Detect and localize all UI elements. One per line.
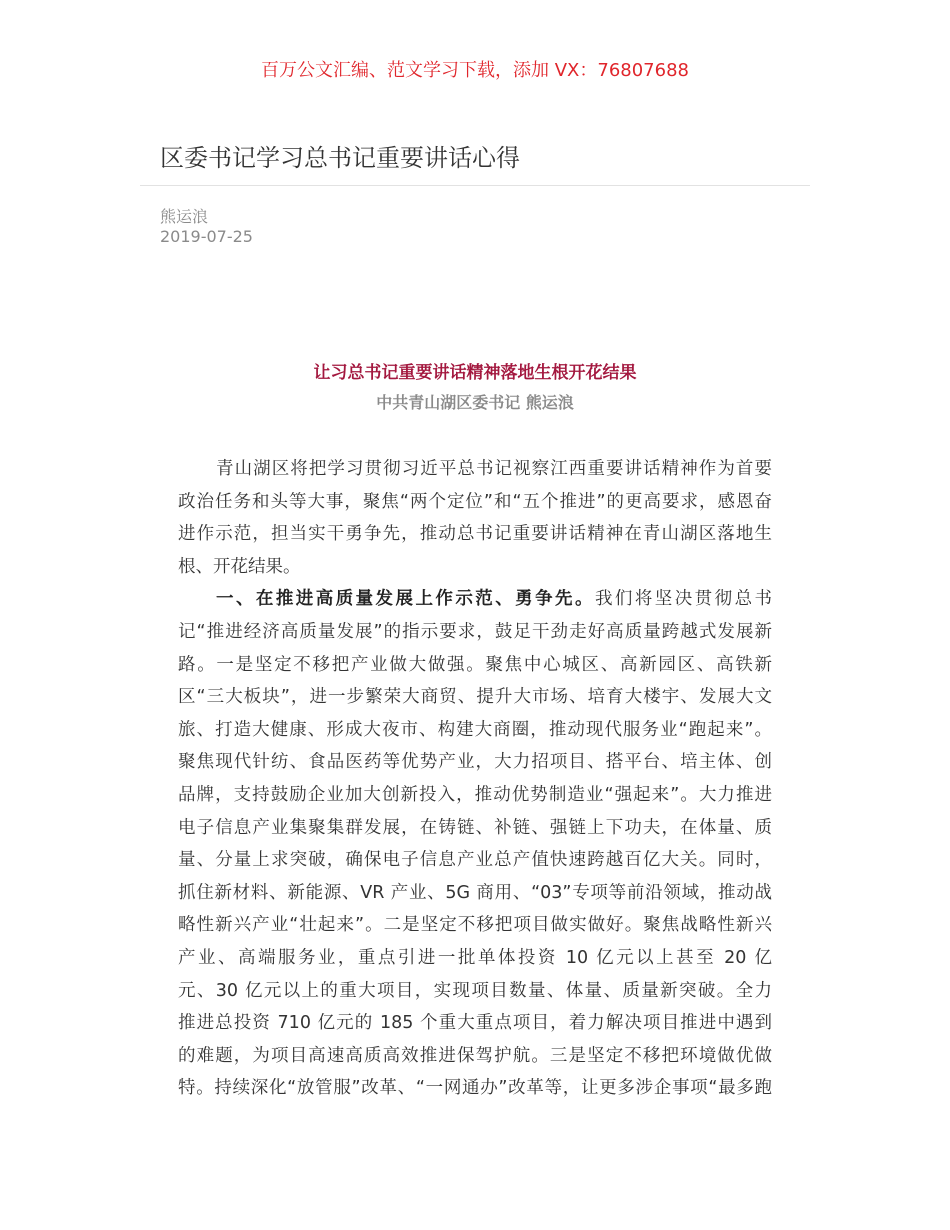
- body-line: 抓住新材料、新能源、VR 产业、5G 商用、“03”专项等前沿领域，推动战: [178, 882, 772, 903]
- promo-banner: 百万公文汇编、范文学习下载，添加 VX：76807688: [261, 60, 689, 81]
- divider: [140, 185, 810, 186]
- body-line: 政治任务和头等大事，聚焦“两个定位”和“五个推进”的更高要求，感恩奋: [178, 491, 772, 512]
- body-line: 记“推进经济高质量发展”的指示要求，鼓足干劲走好高质量跨越式发展新: [178, 621, 772, 642]
- body-line: 路。一是坚定不移把产业做大做强。聚焦中心城区、高新园区、高铁新: [178, 654, 772, 675]
- body-line: 略性新兴产业“壮起来”。二是坚定不移把项目做实做好。聚焦战略性新兴: [178, 915, 772, 936]
- body-line: 的难题，为项目高速高质高效推进保驾护航。三是坚定不移把环境做优做: [178, 1045, 772, 1066]
- body-line: [178, 583, 772, 616]
- section-heading: 一、在推进高质量发展上作示范、勇争先。: [216, 589, 595, 610]
- paragraph-intro: [178, 453, 772, 583]
- body-line: 根、开花结果。: [178, 556, 301, 577]
- author: 熊运浪: [160, 207, 209, 226]
- body-line: 区“三大板块”，进一步繁荣大商贸、提升大市场、培育大楼宇、发展大文: [178, 687, 772, 708]
- article-byline: 中共青山湖区委书记 熊运浪: [376, 393, 574, 412]
- body-line: 品牌，支持鼓励企业加大创新投入，推动优势制造业“强起来”。大力推进: [178, 784, 772, 805]
- article-subtitle: 让习总书记重要讲话精神落地生根开花结果: [313, 363, 637, 383]
- body-line: 元、30 亿元以上的重大项目，实现项目数量、体量、质量新突破。全力: [178, 980, 772, 1001]
- body-line: 聚焦现代针纺、食品医药等优势产业，大力招项目、搭平台、培主体、创: [178, 752, 772, 773]
- article-body: [178, 453, 772, 1105]
- body-line: 进作示范，担当实干勇争先，推动总书记重要讲话精神在青山湖区落地生: [178, 524, 772, 545]
- body-line: 旅、打造大健康、形成大夜市、构建大商圈，推动现代服务业“跑起来”。: [178, 719, 772, 740]
- paragraph-section-1: [178, 583, 772, 1105]
- body-line: 青山湖区将把学习贯彻习近平总书记视察江西重要讲话精神作为首要: [216, 459, 772, 479]
- body-line: 电子信息产业集聚集群发展，在铸链、补链、强链上下功夫，在体量、质: [178, 817, 772, 838]
- body-line: 产业、高端服务业，重点引进一批单体投资 10 亿元以上甚至 20 亿: [178, 947, 772, 968]
- page-title: 区委书记学习总书记重要讲话心得: [160, 144, 520, 172]
- body-line: 特。持续深化“放管服”改革、“一网通办”改革等，让更多涉企事项“最多跑: [178, 1078, 772, 1099]
- publish-date: 2019-07-25: [160, 227, 253, 246]
- body-line: 量、分量上求突破，确保电子信息产业总产值快速跨越百亿大关。同时，: [178, 850, 772, 871]
- body-text: 我们将坚决贯彻总书: [594, 589, 773, 610]
- body-line: 推进总投资 710 亿元的 185 个重大重点项目，着力解决项目推进中遇到: [178, 1013, 772, 1034]
